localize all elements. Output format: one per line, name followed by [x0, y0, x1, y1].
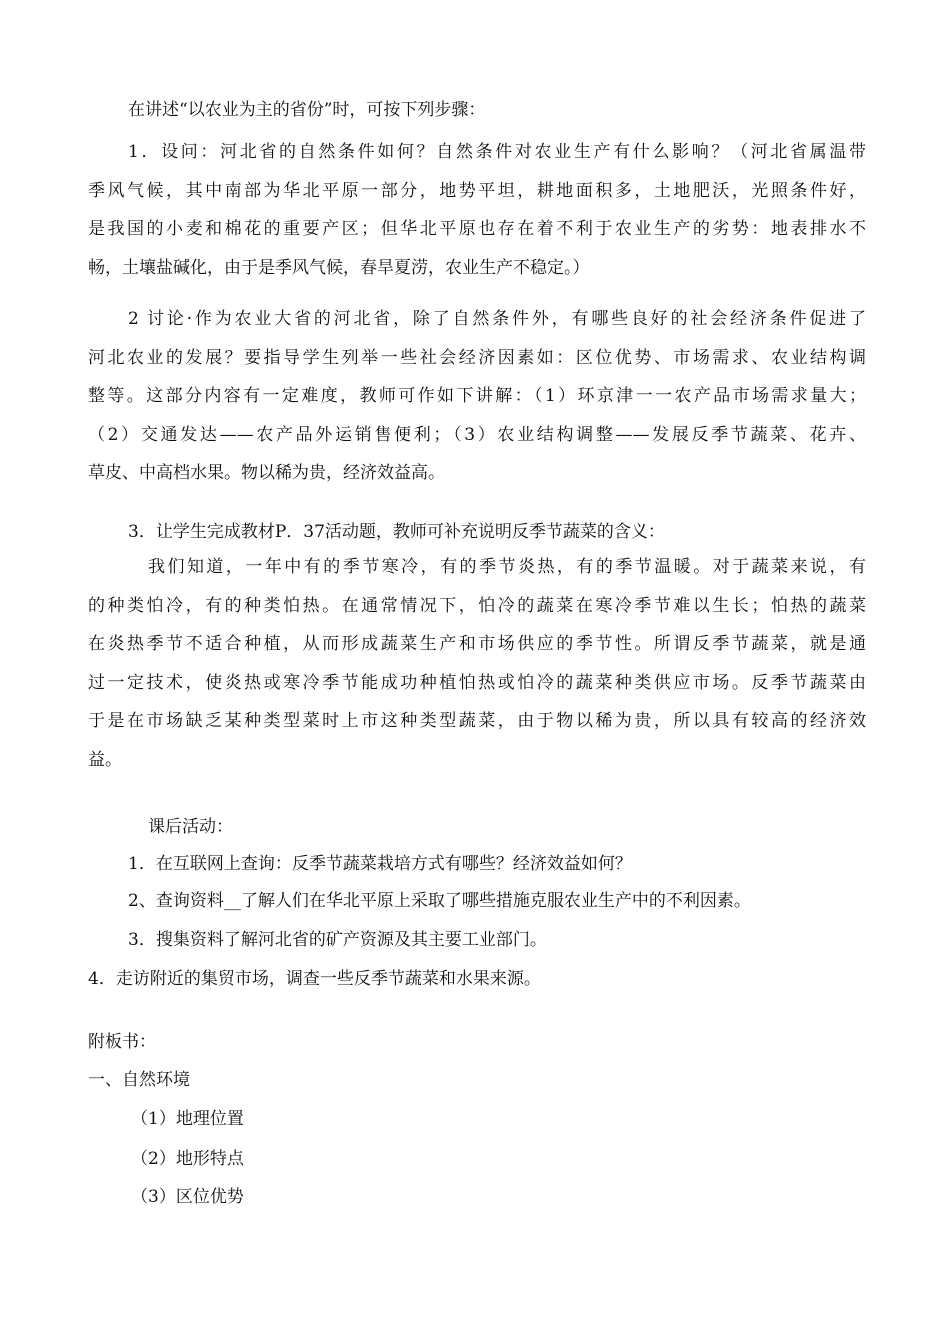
explanation-line-3: 在炎热季节不适合种植，从而形成蔬菜生产和市场供应的季节性。所谓反季节蔬菜，就是通: [88, 634, 866, 654]
explanation-line-2: 的种类怕冷，有的种类怕热。在通常情况下，怕冷的蔬菜在寒冷季节难以生长；怕热的蔬菜: [88, 595, 866, 616]
step2-paragraph: [88, 300, 866, 493]
explanation-line-5: 于是在市场缺乏某种类型菜时上市这种类型蔬菜，由于物以稀为贵，所以具有较高的经济效: [88, 711, 866, 731]
subitem-location: （1）地理位置: [131, 1109, 244, 1129]
explanation-paragraph: [88, 548, 866, 779]
step2-line-1: 2 讨论·作为农业大省的河北省，除了自然条件外，有哪些良好的社会经济条件促进了: [128, 309, 866, 329]
subitem-terrain: （2）地形特点: [131, 1149, 244, 1169]
step2-line-4: （2）交通发达——农产品外运销售便利；（3）农业结构调整——发展反季节蔬菜、花卉、: [88, 424, 866, 445]
step1-line-2: 季风气候，其中南部为华北平原一部分，地势平坦，耕地面积多，土地肥沃，光照条件好，: [88, 180, 866, 201]
activity-item-3: 3．搜集资料了解河北省的矿产资源及其主要工业部门。: [128, 930, 547, 950]
section-heading: 一、自然环境: [88, 1070, 190, 1090]
activity-item-2: 2、查询资料__了解人们在华北平原上采取了哪些措施克服农业生产中的不利因素。: [128, 891, 751, 911]
step1-line-4: 畅，土壤盐碱化，由于是季风气候，春旱夏涝，农业生产不稳定。）: [88, 257, 590, 278]
subitem-advantage: （3）区位优势: [131, 1187, 244, 1207]
step2-line-5: 草皮、中高档水果。物以稀为贵，经济效益高。: [88, 463, 445, 483]
board-title: 附板书：: [88, 1032, 156, 1052]
step3-line: 3．让学生完成教材P．37活动题，教师可补充说明反季节蔬菜的含义：: [128, 522, 665, 542]
after-class-title: 课后活动：: [148, 817, 233, 837]
step2-line-3: 整等。这部分内容有一定难度，教师可作如下讲解：（1）环京津一一农产品市场需求量大；: [88, 386, 866, 406]
step1-line-1: 1．设问：河北省的自然条件如何？自然条件对农业生产有什么影响？（河北省属温带: [128, 142, 866, 162]
step2-line-2: 河北农业的发展？要指导学生列举一些社会经济因素如：区位优势、市场需求、农业结构调: [88, 347, 866, 368]
intro-line: 在讲述“以农业为主的省份”时，可按下列步骤：: [128, 100, 486, 120]
step1-line-3: 是我国的小麦和棉花的重要产区；但华北平原也存在着不利于农业生产的劣势：地表排水不: [88, 219, 866, 239]
explanation-line-6: 益。: [88, 749, 122, 770]
explanation-line-1: 我们知道，一年中有的季节寒冷，有的季节炎热，有的季节温暖。对于蔬菜来说，有: [148, 557, 866, 577]
step1-paragraph: [88, 133, 866, 287]
explanation-line-4: 过一定技术，使炎热或寒冷季节能成功种植怕热或怕冷的蔬菜种类供应市场。反季节蔬菜由: [88, 672, 866, 693]
activity-item-1: 1．在互联网上查询：反季节蔬菜栽培方式有哪些？经济效益如何？: [128, 854, 632, 874]
activity-item-4: 4．走访附近的集贸市场，调查一些反季节蔬菜和水果来源。: [88, 969, 541, 989]
